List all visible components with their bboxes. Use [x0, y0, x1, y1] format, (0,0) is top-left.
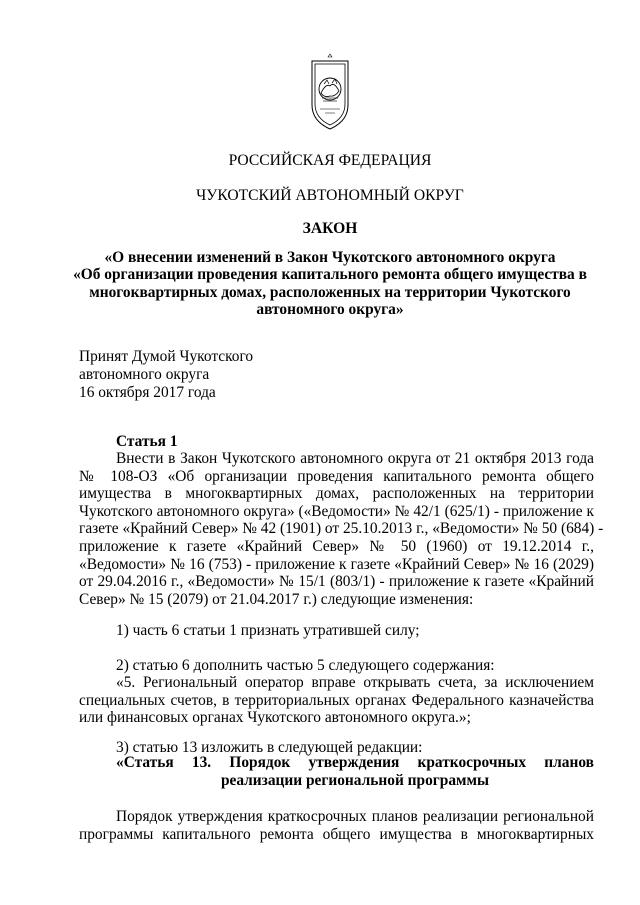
article-13-text	[79, 808, 594, 843]
article-1-heading: Статья 1	[116, 433, 178, 450]
country-heading: РОССИЙСКАЯ ФЕДЕРАЦИЯ	[228, 152, 432, 169]
quote-line: специальных счетов, в территориальных органах Федерального казначейства	[79, 691, 594, 709]
item-2	[79, 657, 594, 675]
intro-line: № 108-ОЗ «Об организации проведения капитального ремонта общего	[79, 467, 594, 485]
intro-line: от 29.04.2016 г., «Ведомости» № 15/1 (803/1) - приложение к газете «Крайний	[79, 573, 594, 591]
item-1	[79, 622, 594, 640]
intro-line: Север» № 15 (2079) от 21.04.2017 г.) следующие изменения:	[79, 590, 474, 608]
article-13-heading-line: «Статья 13. Порядок утверждения краткосрочных планов	[116, 754, 594, 771]
article-13-text-line: Порядок утверждения краткосрочных планов реализации региональной	[116, 808, 594, 825]
law-title-line: автономного округа»	[256, 301, 404, 319]
item-2-quote	[79, 674, 594, 727]
article-13-heading	[79, 754, 594, 789]
law-title-line: многоквартирных домах, расположенных на территории Чукотского	[89, 283, 571, 301]
doc-type-heading: ЗАКОН	[302, 220, 358, 237]
quote-line: или финансовых органах Чукотского автономного округа.»;	[79, 709, 471, 727]
chukotka-coat-of-arms-emblem	[302, 53, 358, 135]
quote-line: «5. Региональный оператор вправе открывать счета, за исключением	[116, 674, 594, 691]
item-2-text: 2) статью 6 дополнить частью 5 следующего содержания:	[116, 657, 495, 674]
adoption-line: автономного округа	[79, 366, 210, 383]
intro-line: Внести в Закон Чукотского автономного округа от 21 октября 2013 года	[116, 450, 594, 467]
adoption-line: 16 октября 2017 года	[79, 384, 216, 401]
adoption-line: Принят Думой Чукотского	[79, 348, 254, 365]
intro-line: «Ведомости» № 16 (753) - приложение к газете «Крайний Север» № 16 (2029)	[79, 555, 594, 573]
article-13-heading-line: реализации региональной программы	[220, 771, 490, 789]
item-3-text: 3) статью 13 изложить в следующей редакции:	[116, 739, 423, 756]
adoption-note	[79, 348, 253, 402]
region-heading: ЧУКОТСКИЙ АВТОНОМНЫЙ ОКРУГ	[196, 187, 464, 204]
intro-line: имущества в многоквартирных домах, расположенных на территории	[79, 485, 594, 503]
article-1-intro	[79, 450, 604, 608]
law-title-line: «Об организации проведения капитального ремонта общего имущества в	[73, 266, 587, 284]
intro-line: газете «Крайний Север» № 42 (1901) от 25.10.2013 г., «Ведомости» № 50 (684) -	[79, 520, 604, 538]
intro-line: Чукотского автономного округа» («Ведомости» № 42/1 (625/1) - приложение к	[79, 502, 594, 520]
article-13-text-line: программы капитального ремонта общего имущества в многоквартирных	[79, 825, 594, 843]
intro-line: приложение к газете «Крайний Север» № 50 (1960) от 19.12.2014 г.,	[79, 537, 594, 555]
law-title-line: «О внесении изменений в Закон Чукотского автономного округа	[104, 249, 556, 266]
item-1-text: 1) часть 6 статьи 1 признать утратившей силу;	[116, 622, 420, 639]
law-title	[72, 249, 588, 319]
